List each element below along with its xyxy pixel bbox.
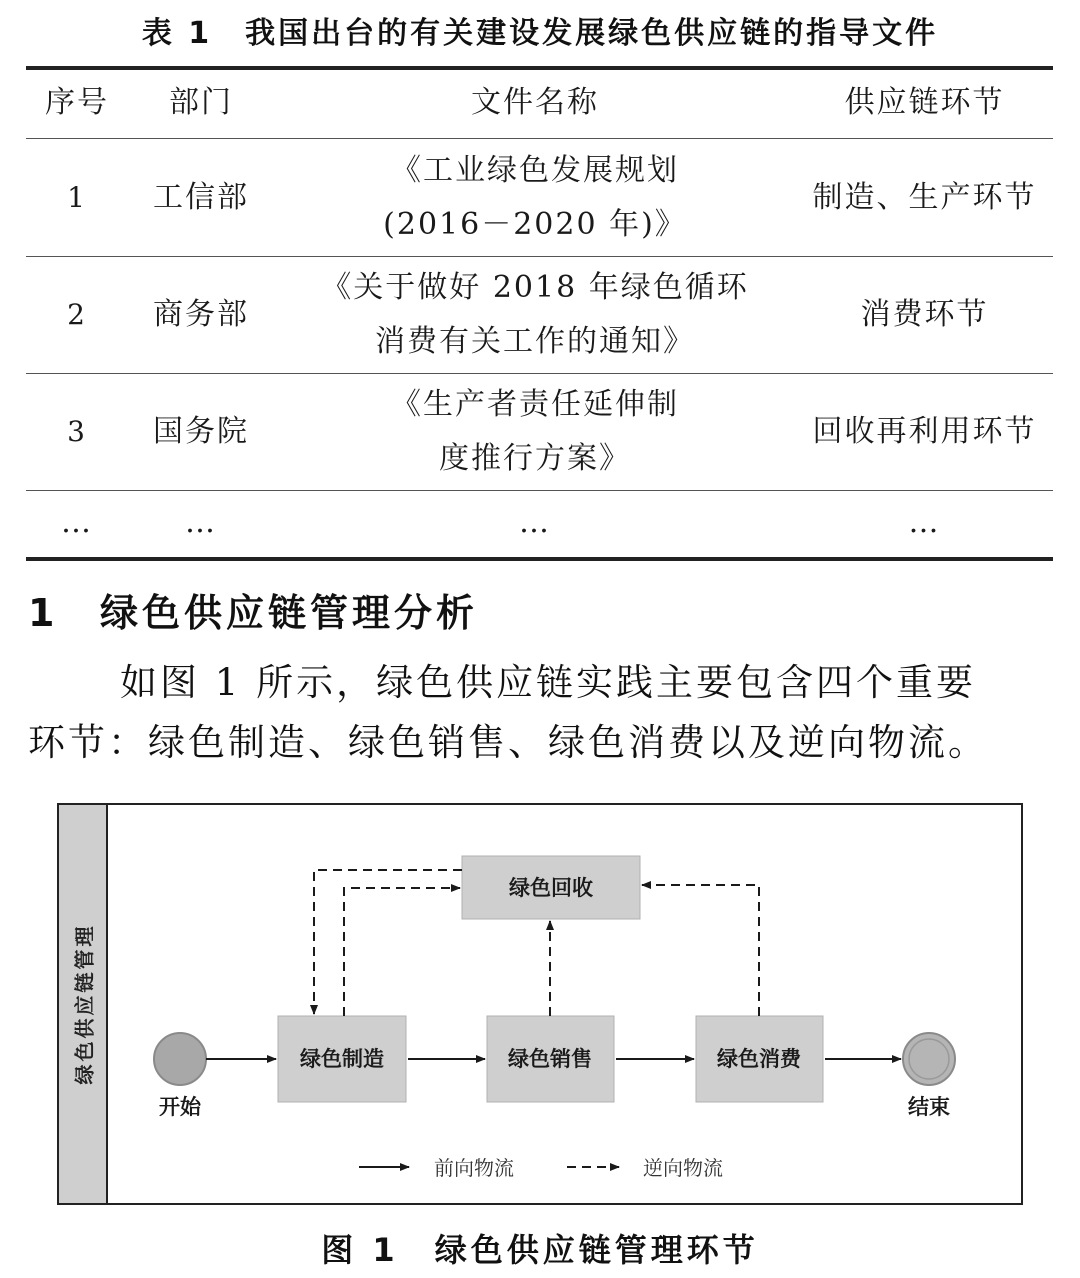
section-title: 绿色供应链管理分析 xyxy=(100,591,479,635)
end-label: 结束 xyxy=(908,1095,950,1119)
row-stage: 制造、生产环节 xyxy=(812,179,1037,215)
legend-reverse-label: 逆向物流 xyxy=(643,1156,723,1180)
header-department: 部门 xyxy=(169,85,233,120)
row-index: 3 xyxy=(67,415,87,448)
reverse-arrow-manufacture-to-recycle xyxy=(344,888,460,1016)
row-index: 1 xyxy=(67,180,87,214)
end-circle xyxy=(903,1033,955,1085)
ellipsis-cell: … xyxy=(519,505,551,540)
header-document: 文件名称 xyxy=(471,85,599,120)
diagram-canvas xyxy=(59,805,1021,1203)
reverse-arrow-consumption-to-recycle xyxy=(642,885,759,1016)
row-document xyxy=(274,257,796,373)
document-line: (2016－2020 年)》 xyxy=(383,206,687,242)
section-number: 1 xyxy=(28,591,59,635)
ellipsis-cell: … xyxy=(908,505,941,540)
sales-label: 绿色销售 xyxy=(508,1047,592,1071)
row-document xyxy=(274,139,796,256)
row-department: 国务院 xyxy=(153,414,249,449)
table-caption: 表 1 我国出台的有关建设发展绿色供应链的指导文件 xyxy=(141,16,939,51)
legend-forward-label: 前向物流 xyxy=(434,1156,514,1180)
document-line: 消费有关工作的通知》 xyxy=(375,324,695,359)
document-line: 《工业绿色发展规划 xyxy=(391,152,679,188)
sidebar-label: 绿色供应链管理 xyxy=(72,923,96,1085)
row-stage: 回收再利用环节 xyxy=(812,414,1037,449)
table-bottom-rule xyxy=(26,557,1053,561)
section-heading xyxy=(28,582,478,637)
row-stage: 消费环节 xyxy=(860,297,989,332)
supply-chain-diagram xyxy=(57,803,1023,1205)
manufacture-label: 绿色制造 xyxy=(300,1047,384,1071)
document-line: 度推行方案》 xyxy=(439,441,631,476)
row-department: 商务部 xyxy=(153,297,249,332)
consumption-label: 绿色消费 xyxy=(717,1047,801,1071)
row-document xyxy=(274,374,796,490)
document-line: 《生产者责任延伸制 xyxy=(391,387,679,422)
start-label: 开始 xyxy=(159,1095,201,1119)
ellipsis-cell: … xyxy=(185,505,217,540)
paragraph-line: 如图 1 所示，绿色供应链实践主要包含四个重要 xyxy=(120,661,977,704)
reverse-arrow-recycle-to-manufacture xyxy=(314,870,462,1014)
header-stage: 供应链环节 xyxy=(844,85,1005,120)
header-index: 序号 xyxy=(45,85,109,120)
ellipsis-cell: … xyxy=(61,505,93,540)
document-line: 《关于做好 2018 年绿色循环 xyxy=(321,270,749,305)
row-index: 2 xyxy=(67,298,87,331)
recycle-label: 绿色回收 xyxy=(509,876,593,900)
paragraph-line: 环节：绿色制造、绿色销售、绿色消费以及逆向物流。 xyxy=(28,721,988,764)
figure-caption: 图 1 绿色供应链管理环节 xyxy=(321,1231,759,1269)
row-department: 工信部 xyxy=(153,179,249,215)
start-circle xyxy=(154,1033,206,1085)
